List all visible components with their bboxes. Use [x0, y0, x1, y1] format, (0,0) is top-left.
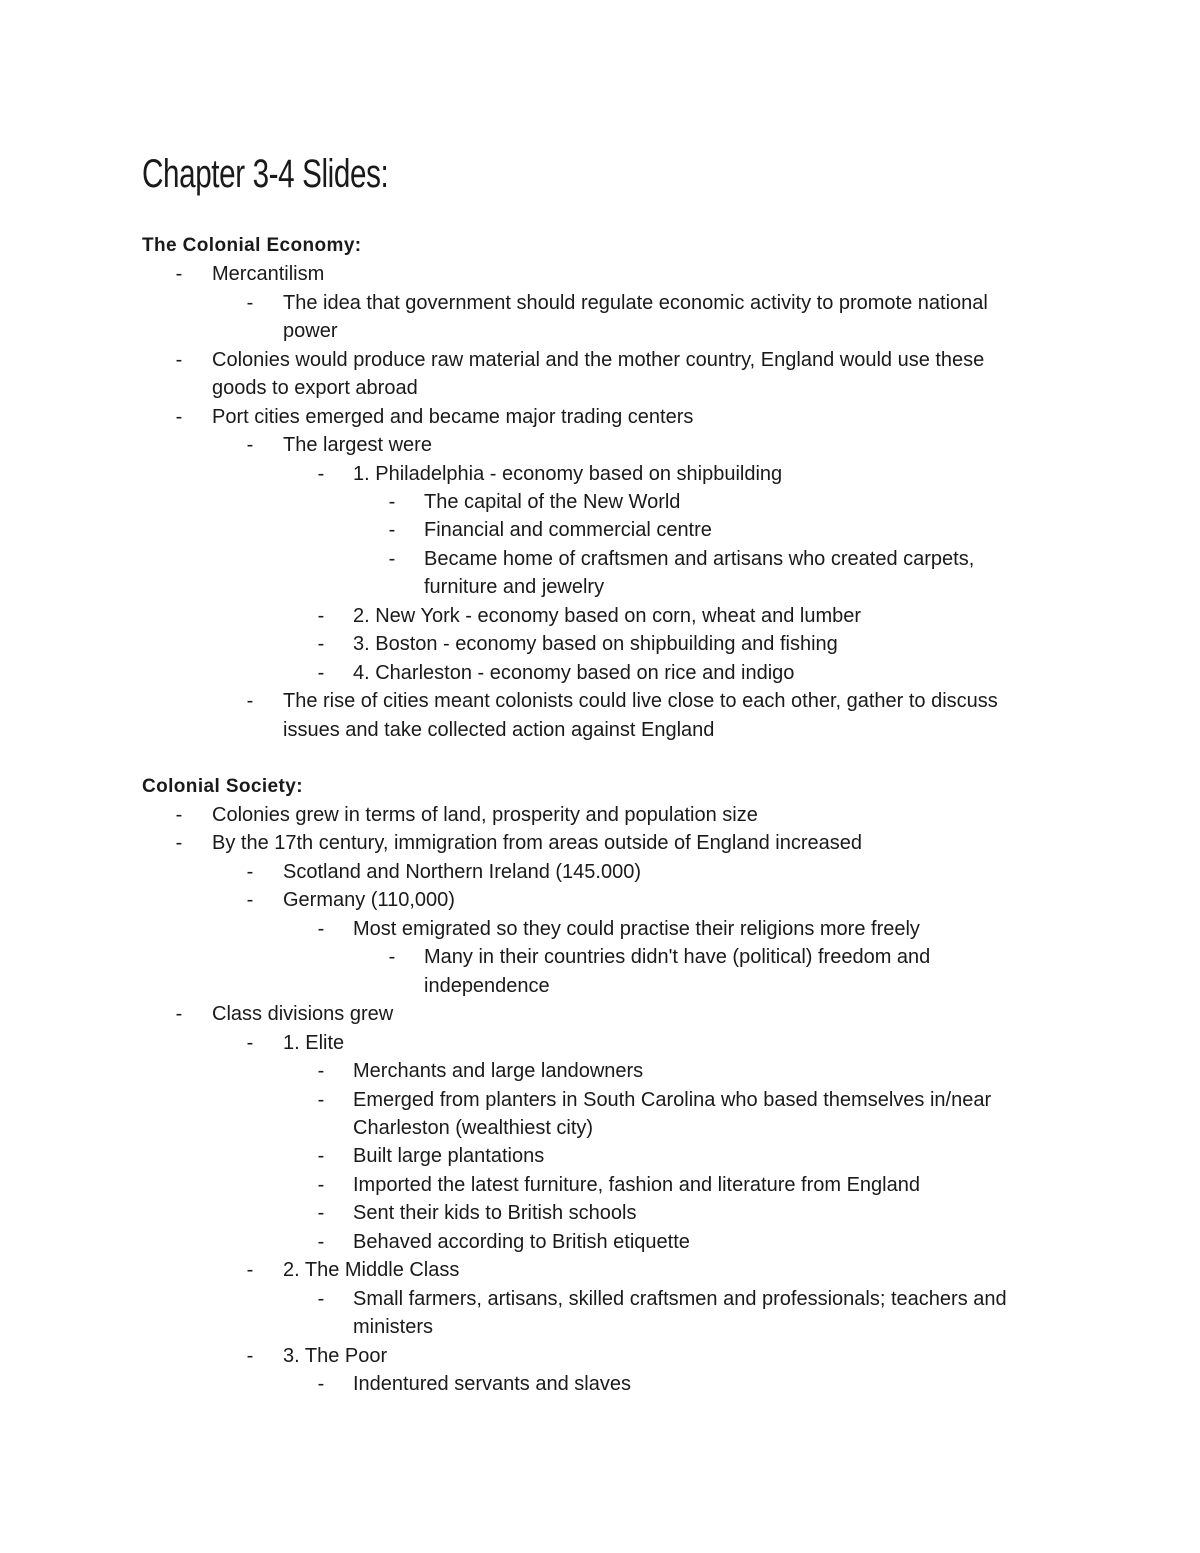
bullet-dash: -: [175, 1003, 183, 1025]
bullet-dash: -: [175, 263, 183, 285]
bullet-dash: -: [246, 1259, 254, 1281]
list-item-text: 3. The Poor: [283, 1345, 388, 1367]
list-item-text: The idea that government should regulate economic activity to promote national: [283, 292, 988, 314]
list-item-text: Financial and commercial centre: [424, 519, 712, 541]
bullet-dash: -: [317, 1231, 325, 1253]
bullet-dash: -: [388, 491, 396, 513]
list-item-text: Built large plantations: [353, 1145, 545, 1167]
list-item-text-continued: power: [283, 320, 338, 342]
bullet-dash: -: [317, 918, 325, 940]
list-item-text: Many in their countries didn't have (political) freedom and: [424, 946, 931, 968]
list-item-text: Emerged from planters in South Carolina who based themselves in/near: [353, 1089, 992, 1111]
page-title: Chapter 3-4 Slides:: [142, 152, 389, 196]
bullet-dash: -: [317, 1145, 325, 1167]
list-item-text: Port cities emerged and became major trading centers: [212, 406, 694, 428]
bullet-dash: -: [317, 1373, 325, 1395]
list-item-text: Mercantilism: [212, 263, 325, 285]
list-item-text: Behaved according to British etiquette: [353, 1231, 690, 1253]
list-item-text: Scotland and Northern Ireland (145.000): [283, 861, 642, 883]
bullet-dash: -: [246, 1345, 254, 1367]
bullet-dash: -: [246, 1032, 254, 1054]
list-item-text: 2. New York - economy based on corn, wheat and lumber: [353, 605, 862, 627]
list-item-text: Became home of craftsmen and artisans who created carpets,: [424, 548, 975, 570]
section-heading-colonial-economy: The Colonial Economy:: [142, 235, 362, 256]
bullet-dash: -: [317, 1202, 325, 1224]
bullet-dash: -: [175, 349, 183, 371]
bullet-dash: -: [175, 832, 183, 854]
bullet-dash: -: [246, 434, 254, 456]
list-item-text: Imported the latest furniture, fashion and literature from England: [353, 1174, 920, 1196]
list-item-text: Colonies would produce raw material and the mother country, England would use these: [212, 349, 985, 371]
bullet-dash: -: [246, 861, 254, 883]
list-item-text: The capital of the New World: [424, 491, 681, 513]
bullet-dash: -: [317, 463, 325, 485]
list-item-text-continued: independence: [424, 975, 550, 997]
list-item-text: The rise of cities meant colonists could live close to each other, gather to discuss: [283, 690, 998, 712]
list-item-text: Indentured servants and slaves: [353, 1373, 631, 1395]
list-item-text-continued: goods to export abroad: [212, 377, 418, 399]
list-item-text: Most emigrated so they could practise their religions more freely: [353, 918, 920, 940]
bullet-dash: -: [175, 406, 183, 428]
bullet-dash: -: [317, 1174, 325, 1196]
list-item-text: The largest were: [283, 434, 432, 456]
bullet-dash: -: [317, 1288, 325, 1310]
list-item-text: 1. Philadelphia - economy based on shipbuilding: [353, 463, 783, 485]
list-item-text: Class divisions grew: [212, 1003, 394, 1025]
bullet-dash: -: [175, 804, 183, 826]
list-item-text: 3. Boston - economy based on shipbuilding and fishing: [353, 633, 838, 655]
bullet-dash: -: [317, 633, 325, 655]
list-item-text: Merchants and large landowners: [353, 1060, 644, 1082]
section-heading-colonial-society: Colonial Society:: [142, 776, 303, 797]
bullet-dash: -: [388, 519, 396, 541]
list-item-text-continued: furniture and jewelry: [424, 576, 605, 598]
list-item-text: By the 17th century, immigration from areas outside of England increased: [212, 832, 862, 854]
bullet-dash: -: [317, 1060, 325, 1082]
list-item-text: 2. The Middle Class: [283, 1259, 460, 1281]
bullet-dash: -: [317, 662, 325, 684]
bullet-dash: -: [317, 1089, 325, 1111]
list-item-text: Germany (110,000): [283, 889, 455, 911]
list-item-text-continued: issues and take collected action against England: [283, 719, 715, 741]
list-item-text: Colonies grew in terms of land, prosperity and population size: [212, 804, 758, 826]
list-item-text: 1. Elite: [283, 1032, 345, 1054]
list-item-text-continued: Charleston (wealthiest city): [353, 1117, 594, 1139]
bullet-dash: -: [246, 690, 254, 712]
list-item-text: Small farmers, artisans, skilled craftsmen and professionals; teachers and: [353, 1288, 1007, 1310]
list-item-text: Sent their kids to British schools: [353, 1202, 637, 1224]
bullet-dash: -: [246, 292, 254, 314]
bullet-dash: -: [317, 605, 325, 627]
list-item-text: 4. Charleston - economy based on rice and indigo: [353, 662, 795, 684]
bullet-dash: -: [388, 946, 396, 968]
bullet-dash: -: [388, 548, 396, 570]
list-item-text-continued: ministers: [353, 1316, 434, 1338]
bullet-dash: -: [246, 889, 254, 911]
